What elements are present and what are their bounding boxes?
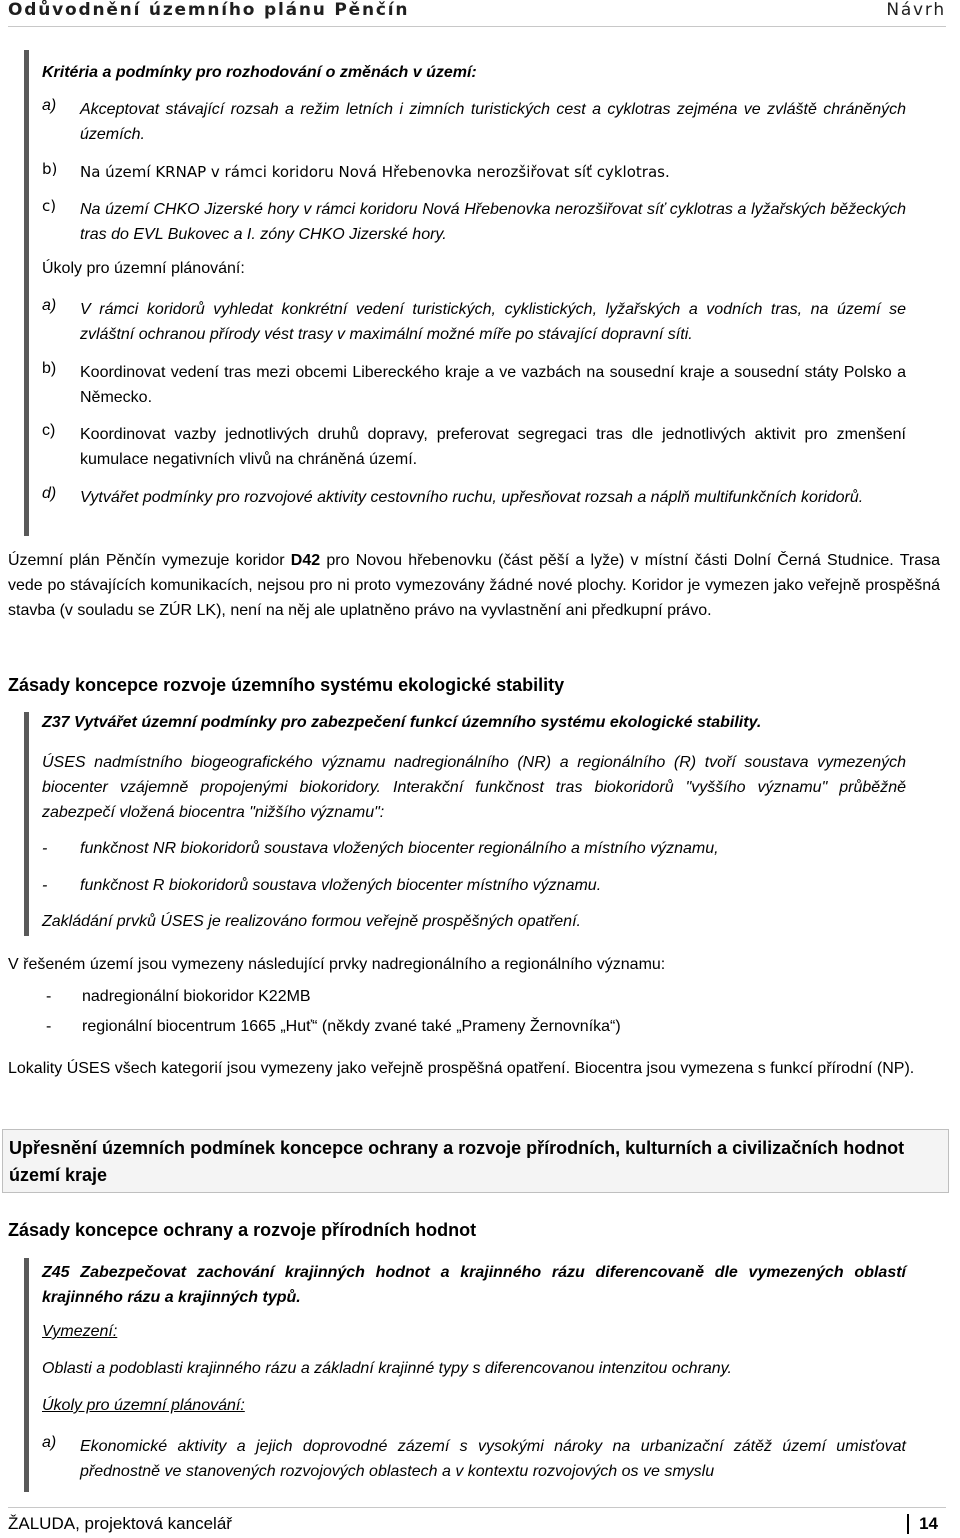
regional-list-item: regionální biocentrum 1665 „Huť“ (někdy zvané také „Prameny Žernovníka“) xyxy=(82,1018,621,1035)
z37-title: Z37 Vytvářet územní podmínky pro zabezpečení funkcí územního systému ekologické stability. xyxy=(42,714,762,731)
document-status: Návrh xyxy=(886,0,946,20)
natural-tasks-label: Úkoly pro územní plánování: xyxy=(42,1397,245,1414)
dash-marker: - xyxy=(46,988,52,1005)
footer-company: ŽALUDA, projektová kancelář xyxy=(8,1514,232,1533)
task-item-text: Koordinovat vazby jednotlivých druhů dopravy, preferovat segregaci tras dle jednotlivých aktivit pro zmenšení kumulace negativních vlivů na chráněná území. xyxy=(80,426,906,468)
criteria-item-b xyxy=(42,160,906,185)
task-item-a xyxy=(42,297,906,347)
natural-values-heading: Zásady koncepce ochrany a rozvoje přírodních hodnot xyxy=(8,1220,477,1240)
natural-task-a xyxy=(42,1434,906,1484)
regional-elements-intro: V řešeném území jsou vymezeny následující prvky nadregionálního a regionálního významu: xyxy=(8,956,666,973)
corridor-text-after: pro Novou hřebenovku (část pěší a lyže) v místní části Dolní Černá Studnice. Trasa vede po stávajících komunikacích, nejsou pro ni proto vymezovány žádné nové plochy. Koridor je vymezen jako veřejně prospěšná stavba (v souladu se ZÚR LK), není na něj ale uplatněno právo na vyvlastnění ani předkupní právo. xyxy=(8,552,940,619)
task-item-b xyxy=(42,360,906,410)
criteria-item-label: a) xyxy=(42,97,57,114)
natural-task-text: Ekonomické aktivity a jejich doprovodné zázemí s vysokými nároky na urbanizační zátěž území umisťovat přednostně ve stanovených rozvojových oblastech a v kontextu rozvojových os ve smyslu xyxy=(80,1438,906,1480)
dash-marker: - xyxy=(42,877,48,894)
criteria-item-text: Akceptovat stávající rozsah a režim letních i zimních turistických cest a cyklotras zejména ve zvláště chráněných územích. xyxy=(80,101,906,143)
criteria-item-text: Na území KRNAP v rámci koridoru Nová Hřebenovka nerozšiřovat síť cyklotras. xyxy=(80,163,670,181)
task-item-text: V rámci koridorů vyhledat konkrétní vedení turistických, cyklistických, lyžařských a vodních tras, na území se zvláštní ochranou přírody vést trasy v maximální možné míře po stávající dopravní síti. xyxy=(80,301,906,343)
criteria-item-text: Na území CHKO Jizerské hory v rámci koridoru Nová Hřebenovka nerozšiřovat síť cyklotras a lyžařských běžeckých tras do EVL Bukovec a I. zóny CHKO Jizerské hory. xyxy=(80,201,906,243)
values-heading: Upřesnění územních podmínek koncepce ochrany a rozvoje přírodních, kulturních a civilizačních hodnot území kraje xyxy=(9,1138,905,1185)
vymezeni-label: Vymezení: xyxy=(42,1323,118,1340)
task-item-d xyxy=(42,485,906,510)
criteria-item-a xyxy=(42,97,906,147)
task-item-label: c) xyxy=(42,422,56,439)
page-footer xyxy=(8,1507,946,1538)
task-item-text: Koordinovat vedení tras mezi obcemi Libereckého kraje a ve vazbách na sousední kraje a sousední státy Polsko a Německo. xyxy=(80,364,906,406)
task-item-text: Vytvářet podmínky pro rozvojové aktivity cestovního ruchu, upřesňovat rozsah a náplň multifunkčních koridorů. xyxy=(80,489,864,506)
task-item-label: a) xyxy=(42,297,57,314)
criteria-heading: Kritéria a podmínky pro rozhodování o změnách v území: xyxy=(42,64,477,81)
corridor-paragraph xyxy=(8,548,940,623)
criteria-item-c xyxy=(42,197,906,247)
uses-last-line: Zakládání prvků ÚSES je realizováno formou veřejně prospěšných opatření. xyxy=(42,913,581,930)
criteria-item-label: c) xyxy=(42,197,57,215)
uses-section-heading: Zásady koncepce rozvoje územního systému ekologické stability xyxy=(8,675,565,695)
values-heading-box xyxy=(2,1129,949,1193)
corridor-text-before: Územní plán Pěnčín vymezuje koridor xyxy=(8,552,291,569)
corridor-code: D42 xyxy=(290,552,321,569)
task-item-label: d) xyxy=(42,485,57,502)
vymezeni-text: Oblasti a podoblasti krajinného rázu a základní krajinné typy s diferencovanou intenzitou ochrany. xyxy=(42,1360,732,1377)
regional-list-item: nadregionální biokoridor K22MB xyxy=(82,988,311,1005)
dash-marker: - xyxy=(46,1018,52,1035)
dash-marker: - xyxy=(42,840,48,857)
page-header xyxy=(8,0,946,27)
document-title: Odůvodnění územního plánu Pěnčín xyxy=(8,0,410,20)
z45-title: Z45 Zabezpečovat zachování krajinných hodnot a krajinného rázu diferencovaně dle vymezených oblastí krajinného rázu a krajinných typů. xyxy=(42,1264,906,1306)
task-item-label: b) xyxy=(42,360,57,377)
task-item-c xyxy=(42,422,906,472)
uses-paragraph: ÚSES nadmístního biogeografického významu nadregionálního (NR) a regionálního (R) tvoří soustava vymezených biocenter vzájemně propojenými biokoridory. Interakční funkčnost tras biokoridorů "vyššího významu" průběžně zabezpečí vložená biocentra "nižšího významu": xyxy=(42,754,906,821)
criteria-item-label: b) xyxy=(42,160,58,178)
natural-task-label: a) xyxy=(42,1434,57,1451)
uses-locality-paragraph: Lokality ÚSES všech kategorií jsou vymezeny jako veřejně prospěšná opatření. Biocentra jsou vymezena s funkcí přírodní (NP). xyxy=(8,1060,915,1077)
tasks-heading: Úkoly pro územní plánování: xyxy=(42,260,245,277)
page-number: 14 xyxy=(907,1514,938,1534)
uses-dash-item: funkčnost NR biokoridorů soustava vložených biocenter regionálního a místního významu, xyxy=(80,840,719,857)
uses-dash-item: funkčnost R biokoridorů soustava vložených biocenter místního významu. xyxy=(80,877,602,894)
